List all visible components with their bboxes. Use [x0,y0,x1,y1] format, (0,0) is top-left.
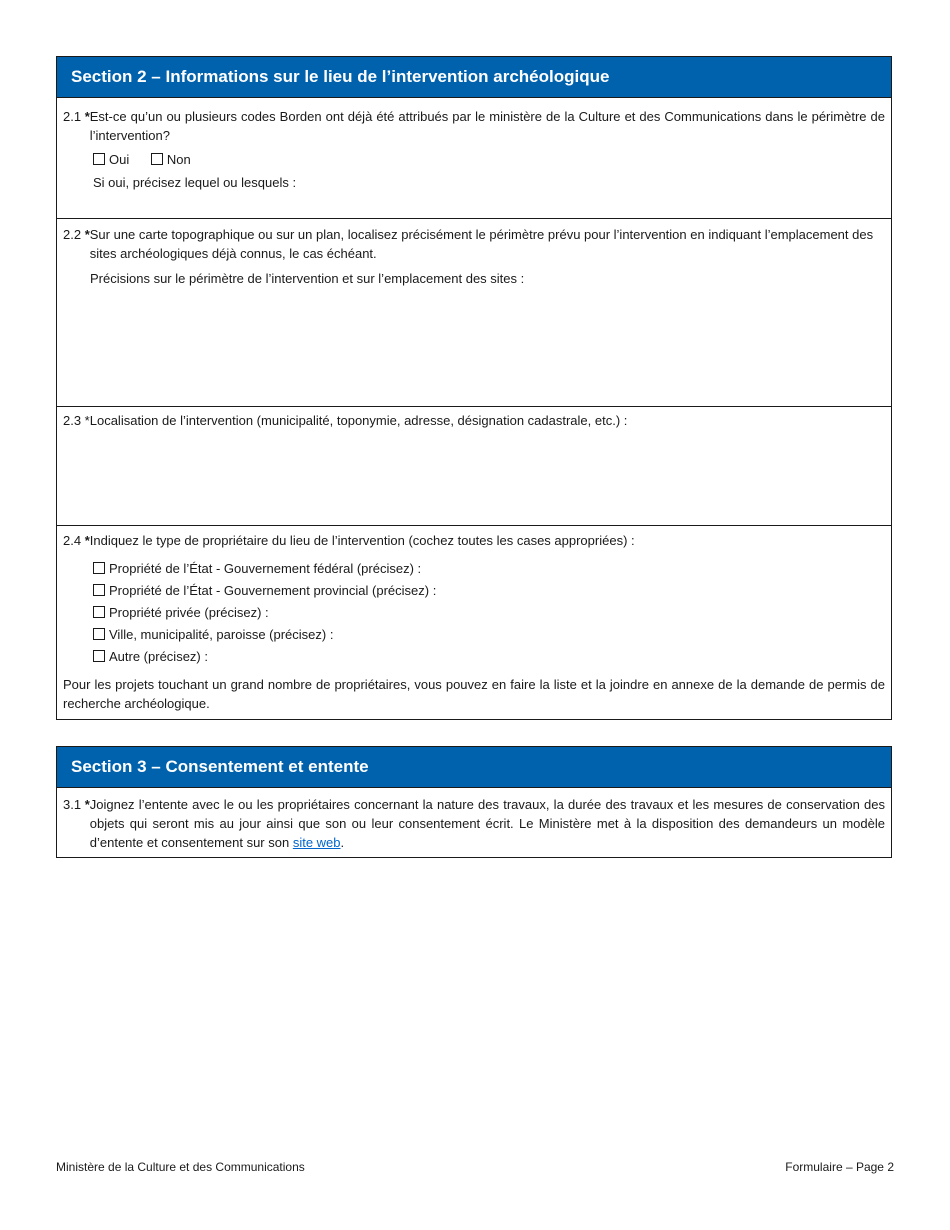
question-number: 2.2 [63,227,85,242]
question-text: Indiquez le type de propriétaire du lieu de l’intervention (cochez toutes les cases appropriées) : [89,533,635,548]
owner-note: Pour les projets touchant un grand nombre de propriétaires, vous pouvez en faire la liste et la joindre en annexe de la demande de permis de recherche archéologique. [63,677,885,711]
yes-no-options [93,150,885,169]
required-star: * [84,797,90,812]
option-non[interactable]: Non [151,152,191,167]
section-2-title: Section 2 – Informations sur le lieu de l’intervention archéologique [57,57,891,98]
footer-page-number: Formulaire – Page 2 [785,1160,894,1174]
section-2 [56,56,892,720]
question-number: 2.4 [63,533,85,548]
section-3 [56,746,892,858]
required-star: * [84,227,90,242]
followup-label: Précisions sur le périmètre de l’intervention et sur l’emplacement des sites : [90,271,525,286]
option-private[interactable]: Propriété privée (précisez) : [93,602,885,624]
checkbox-federal[interactable] [93,562,105,574]
option-other[interactable]: Autre (précisez) : [93,646,885,668]
question-2-4 [57,525,891,721]
checkbox-oui[interactable] [93,153,105,165]
question-text: 2.3 *Localisation de l’intervention (municipalité, toponymie, adresse, désignation cadastrale, etc.) : [63,413,628,428]
site-web-link[interactable]: site web [292,835,341,850]
question-2-3 [57,406,891,525]
footer-ministry: Ministère de la Culture et des Communications [56,1160,305,1174]
checkbox-provincial[interactable] [93,584,105,596]
question-2-2 [57,218,891,406]
question-number: 2.1 [63,109,85,124]
question-text: Sur une carte topographique ou sur un plan, localisez précisément le périmètre prévu pour l’intervention en indiquant l’emplacement des sites archéologiques déjà connus, le cas échéant. [89,227,874,261]
question-text: Est-ce qu’un ou plusieurs codes Borden ont déjà été attribués par le ministère de la Culture et des Communications dans le périmètre de l’intervention? [89,109,885,143]
required-star: * [84,533,90,548]
followup-label: Si oui, précisez lequel ou lesquels : [93,175,297,190]
required-star: * [84,109,90,124]
option-oui[interactable]: Oui [93,152,129,167]
question-2-1 [57,98,891,218]
checkbox-private[interactable] [93,606,105,618]
question-text: Joignez l’entente avec le ou les propriétaires concernant la nature des travaux, la durée des travaux et les mesures de conservation des objets qui seront mis au jour ainsi que son ou leur consentement écrit. Le Ministère met à la disposition des demandeurs un modèle d’entente et consentement sur son [89,797,885,850]
section-3-title: Section 3 – Consentement et entente [57,747,891,788]
question-3-1: 3.1 * Joignez l’entente avec le ou les propriétaires concernant la nature des travaux, la durée des travaux et les mesures de conservation des objets qui seront mis au jour ainsi que son ou leur consentement écrit. Le Ministère met à la disposition des demandeurs un modèle d’entente et consentement sur son site web. [63,797,885,850]
checkbox-non[interactable] [151,153,163,165]
checkbox-municipal[interactable] [93,628,105,640]
option-municipal[interactable]: Ville, municipalité, paroisse (précisez) : [93,624,885,646]
checkbox-other[interactable] [93,650,105,662]
owner-type-options [93,558,885,668]
option-provincial[interactable]: Propriété de l’État - Gouvernement provincial (précisez) : [93,580,885,602]
question-number: 3.1 [63,797,85,812]
option-federal[interactable]: Propriété de l’État - Gouvernement fédéral (précisez) : [93,558,885,580]
